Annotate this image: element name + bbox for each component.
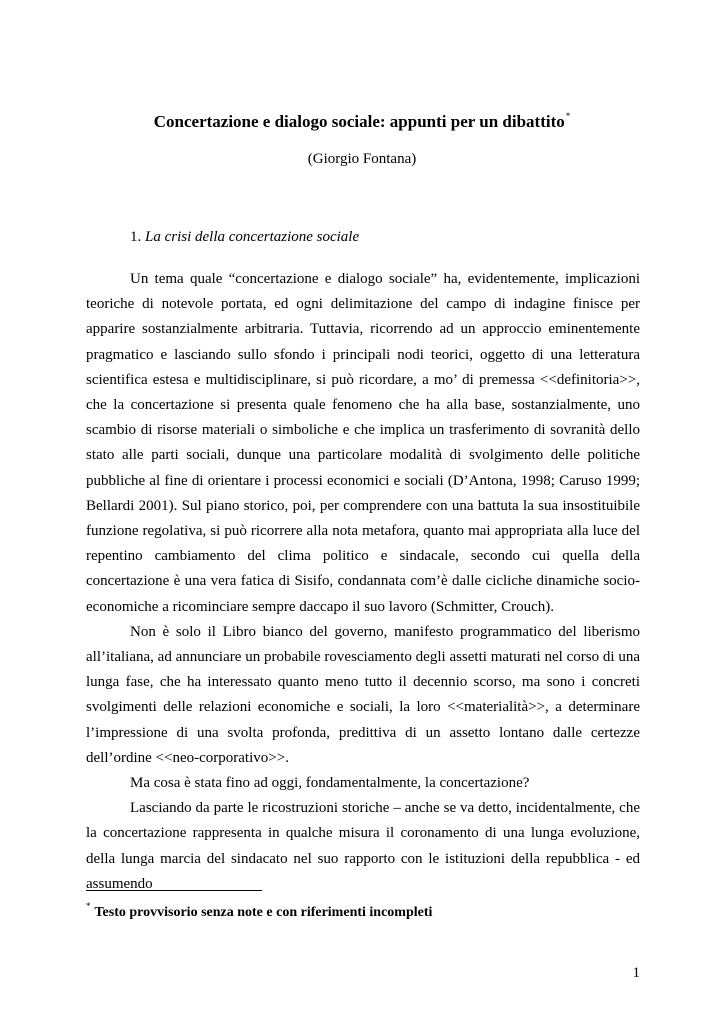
author-line: (Giorgio Fontana) [307, 151, 417, 167]
document-title-text: Concertazione e dialogo sociale: appunti per un dibattito [153, 112, 565, 131]
section-heading [130, 229, 359, 246]
footnote [86, 901, 432, 921]
paragraph-2: Non è solo il Libro bianco del governo, manifesto programmatico del liberismo all’italiana, ad annunciare un probabile rovesciamento degli assetti maturati nel corso di una lunga fase, che ha interessato quanto meno tutto il decennio scorso, ma sono i concreti svolgimenti delle relazioni economiche e sociali, la loro <<materialità>>, a determinare l’impressione di una svolta profonda, predittiva di un assetto lontano dalle certezze dell’ordine <<neo-corporativo>>. [86, 623, 640, 766]
paragraph-3: Ma cosa è stata fino ad oggi, fondamentalmente, la concertazione? [130, 775, 530, 792]
footnote-mark: * [86, 901, 91, 911]
title-footnote-mark: * [565, 111, 571, 121]
footnote-separator [86, 890, 262, 891]
document-title [0, 111, 724, 132]
body-text [86, 267, 640, 897]
section-number: 1. [130, 229, 142, 245]
footnote-text: Testo provvisorio senza note e con riferimenti incompleti [94, 905, 433, 920]
page-number: 1 [632, 965, 640, 981]
paragraph-1: Un tema quale “concertazione e dialogo sociale” ha, evidentemente, implicazioni teoriche di notevole portata, ed ogni delimitazione del campo di indagine finisce per apparire sostanzialmente arbitraria. Tuttavia, ricorrendo ad un approccio eminentemente pragmatico e lasciando sullo sfondo i principali nodi teorici, oggetto di una letteratura scientifica estesa e multidisciplinare, si può ricordare, a mo’ di premessa <<definitoria>>, che la concertazione si presenta quale fenomeno che ha alla base, sostanzialmente, uno scambio di risorse materiali o simboliche e che implica un trasferimento di sovranità dello stato alle parti sociali, dunque una particolare modalità di svolgimento delle politiche pubbliche al fine di orientare i processi economici e sociali (D’Antona, 1998; Caruso 1999; Bellardi 2001). Sul piano storico, poi, per comprendere con una battuta la sua insostituibile funzione regolativa, si può ricorrere alla nota metafora, quanto mai appropriata alla luce del repentino cambiamento del clima politico e sindacale, secondo cui quella della concertazione è una vera fatica di Sisifo, condannata com’è dalle cicliche dinamiche socio-economiche a ricominciare sempre daccapo il suo lavoro (Schmitter, Crouch). [86, 271, 640, 615]
section-title: La crisi della concertazione sociale [145, 229, 360, 245]
paragraph-4: Lasciando da parte le ricostruzioni storiche – anche se va detto, incidentalmente, che la concertazione rappresenta in qualche misura il coronamento di una lunga evoluzione, della lunga marcia del sindacato nel suo rapporto con le istituzioni della repubblica - ed assumendo [86, 800, 640, 892]
